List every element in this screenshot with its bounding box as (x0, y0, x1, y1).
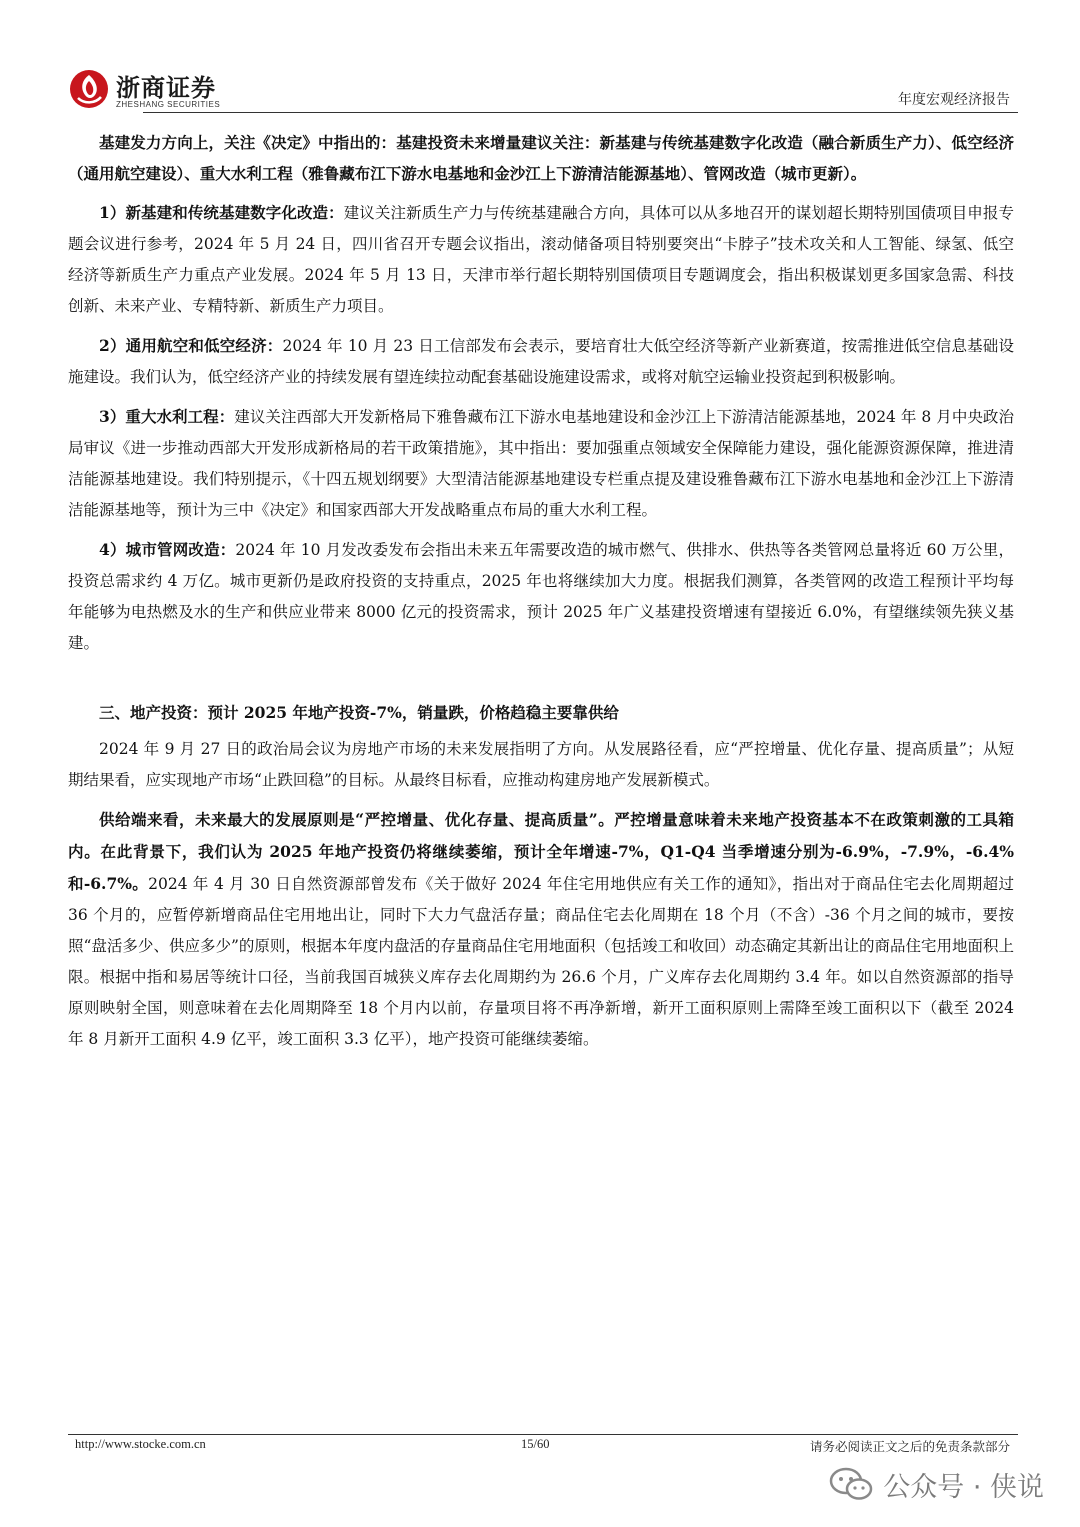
disclaimer-note: 请务必阅读正文之后的免责条款部分 (809, 1439, 1010, 1454)
logo-emblem-icon (68, 68, 110, 110)
item-lead: 2）通用航空和低空经济： (99, 336, 283, 355)
company-logo (68, 64, 258, 114)
item-lead: 1）新基建和传统基建数字化改造： (99, 203, 344, 222)
logo-chinese-name: 浙商证券 (116, 74, 216, 102)
infrastructure-intro: 基建发力方向上，关注《决定》中指出的：基建投资未来增量建议关注：新基建与传统基建数字化改造（融合新质生产力）、低空经济（通用航空建设）、重大水利工程（雅鲁藏布江下游水电基地和金沙江上下游清洁能源基地）、管网改造（城市更新）。 (68, 133, 1014, 183)
item-text: 建议关注西部大开发新格局下雅鲁藏布江下游水电基地建设和金沙江上下游清洁能源基地，2024 年 8 月中央政治局审议《进一步推动西部大开发形成新格局的若干政策措施》，其中指出：要加强重点领域安全保障能力建设，强化能源资源保障，推进清洁能源基地建设。我们特别提示，《十四五规划纲要》大型清洁能源基地建设专栏重点提及建设雅鲁藏布江下游水电基地和金沙江上下游清洁能源基地等，预计为三中《决定》和国家西部大开发战略重点布局的重大水利工程。 (68, 408, 1014, 519)
footer-url-link[interactable]: http://www.stocke.com.cn (75, 1437, 206, 1451)
supply-bold-text: 供给端来看，未来最大的发展原则是“严控增量、优化存量、提高质量”。严控增量意味着未来地产投资基本不在政策刺激的工具箱内。在此背景下，我们认为 2025 年地产投资仍将继续萎缩，预计全年增速-7%，Q1-Q4 当季增速分别为-6.9%，-7.9%，-6.4%和-6.7%。 (68, 810, 1014, 893)
report-type-label: 年度宏观经济报告 (898, 92, 1010, 108)
item-new-infrastructure (68, 197, 1014, 322)
watermark-text: 公众号 · 侠说 (883, 1471, 1044, 1503)
section-heading-real-estate: 三、地产投资：预计 2025 年地产投资-7%，销量跌，价格趋稳主要靠供给 (99, 703, 619, 722)
header-divider (143, 112, 1018, 113)
item-lead: 3）重大水利工程： (99, 407, 235, 426)
logo-english-name: ZHESHANG SECURITIES (116, 100, 221, 109)
item-text: 2024 年 10 月发改委发布会指出未来五年需要改造的城市燃气、供排水、供热等各类管网总量将近 60 万公里，投资总需求约 4 万亿。城市更新仍是政府投资的支持重点，2025 年也将继续加大力度。根据我们测算，各类管网的改造工程预计平均每年能够为电热燃及水的生产和供应业带来 8000 亿元的投资需求，预计 2025 年广义基建投资增速有望接近 6.0%，有望继续领先狭义基建。 (68, 541, 1014, 652)
item-water-conservancy (68, 401, 1014, 526)
report-body (68, 127, 1014, 1063)
item-urban-pipeline (68, 534, 1014, 659)
item-low-altitude-economy (68, 330, 1014, 393)
wechat-icon (829, 1466, 873, 1502)
wechat-watermark (829, 1464, 1044, 1504)
policy-paragraph: 2024 年 9 月 27 日的政治局会议为房地产市场的未来发展指明了方向。从发展路径看，应“严控增量、优化存量、提高质量”；从短期结果看，应实现地产市场“止跌回稳”的目标。从最终目标看，应推动构建房地产发展新模式。 (68, 740, 1014, 789)
item-text: 建议关注新质生产力与传统基建融合方向，具体可以从多地召开的谋划超长期特别国债项目申报专题会议进行参考，2024 年 5 月 24 日，四川省召开专题会议指出，滚动储备项目特别要突出“卡脖子”技术攻关和人工智能、绿氢、低空经济等新质生产力重点产业发展。2024 年 5 月 13 日，天津市举行超长期特别国债项目专题调度会，指出积极谋划更多国家急需、科技创新、未来产业、专精特新、新质生产力项目。 (68, 204, 1014, 315)
page-number: 15/60 (521, 1437, 550, 1451)
footer-divider (68, 1434, 1018, 1435)
item-lead: 4）城市管网改造： (99, 540, 236, 559)
page-header (68, 64, 1018, 114)
supply-detail-text: 2024 年 4 月 30 日自然资源部曾发布《关于做好 2024 年住宅用地供应有关工作的通知》，指出对于商品住宅去化周期超过 36 个月的，应暂停新增商品住宅用地出让，同时下大力气盘活存量；商品住宅去化周期在 18 个月（不含）-36 个月之间的城市，要按照“盘活多少、供应多少”的原则，根据本年度内盘活的存量商品住宅用地面积（包括竣工和收回）动态确定其新出让的商品住宅用地面积上限。根据中指和易居等统计口径，当前我国百城狭义库存去化周期约为 26.6 个月，广义库存去化周期约 3.4 年。如以自然资源部的指导原则映射全国，则意味着在去化周期降至 18 个月内以前，存量项目将不再净新增，新开工面积原则上需降至竣工面积以下（截至 2024 年 8 月新开工面积 4.9 亿平，竣工面积 3.3 亿平），地产投资可能继续萎缩。 (68, 875, 1014, 1048)
item-text: 2024 年 10 月 23 日工信部发布会表示，要培育壮大低空经济等新产业新赛道，按需推进低空信息基础设施建设。我们认为，低空经济产业的持续发展有望连续拉动配套基础设施建设需求，或将对航空运输业投资起到积极影响。 (68, 337, 1014, 386)
supply-paragraph (68, 804, 1014, 1055)
